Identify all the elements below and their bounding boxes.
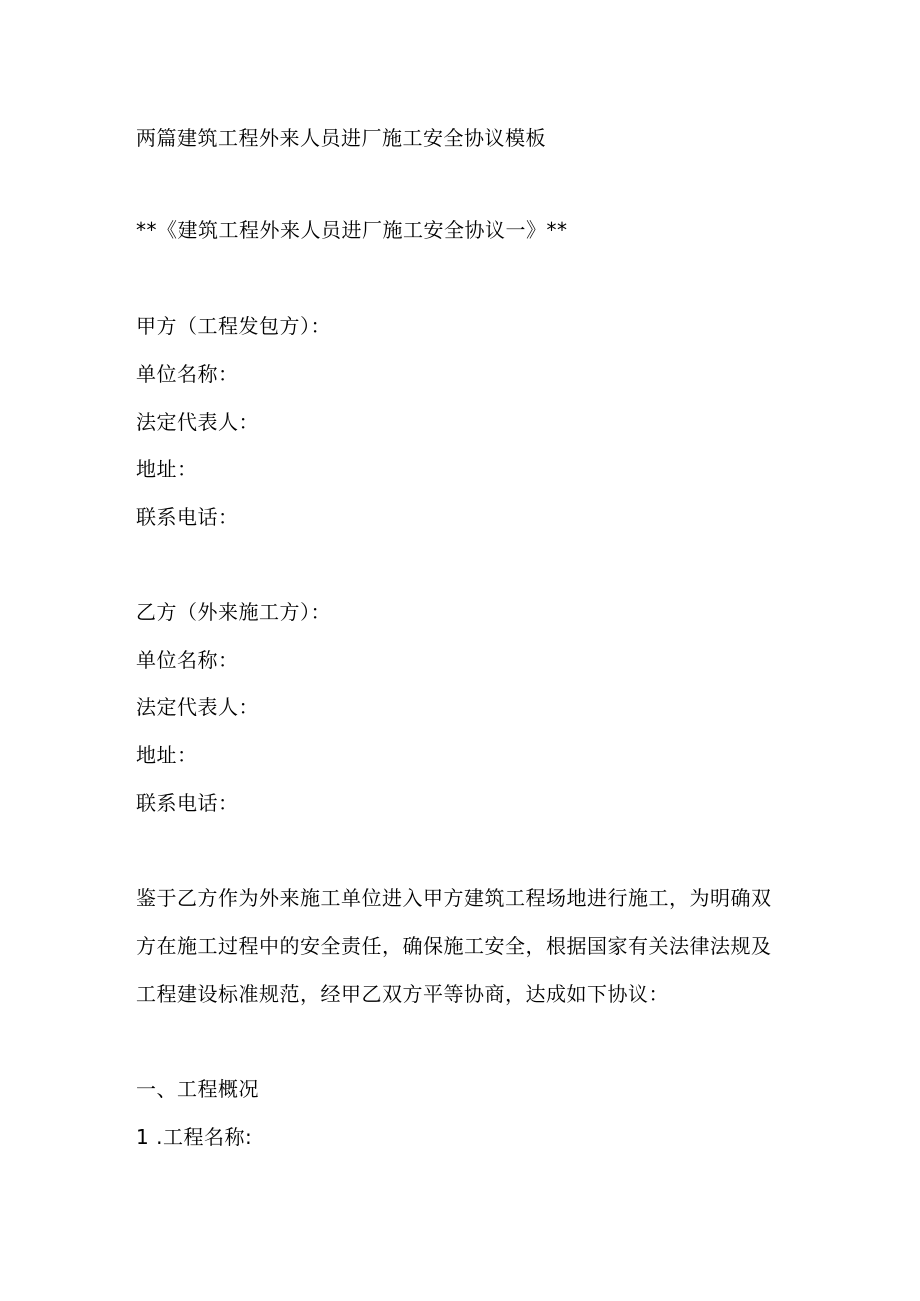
party-b-address: 地址： xyxy=(136,743,198,767)
party-b-legal-rep: 法定代表人： xyxy=(136,695,259,719)
party-a-unit-name: 单位名称： xyxy=(136,362,239,386)
preamble-line-1: 鉴于乙方作为外来施工单位进入甲方建筑工程场地进行施工，为明确双 xyxy=(136,886,772,910)
agreement-subtitle: **《建筑工程外来人员进厂施工安全协议一》** xyxy=(136,218,568,242)
party-a-phone: 联系电话： xyxy=(136,505,239,529)
party-b-heading: 乙方（外来施工方）： xyxy=(136,600,331,624)
party-a-legal-rep: 法定代表人： xyxy=(136,410,259,434)
section-1-item-1: 1 .工程名称: xyxy=(136,1125,253,1149)
party-a-heading: 甲方（工程发包方）： xyxy=(136,314,331,338)
preamble-line-2: 方在施工过程中的安全责任，确保施工安全，根据国家有关法律法规及 xyxy=(136,934,772,958)
section-1-heading: 一、工程概况 xyxy=(136,1077,259,1101)
party-a-address: 地址： xyxy=(136,457,198,481)
party-b-unit-name: 单位名称： xyxy=(136,648,239,672)
party-b-phone: 联系电话： xyxy=(136,791,239,815)
document-title: 两篇建筑工程外来人员进厂施工安全协议模板 xyxy=(136,126,546,150)
preamble-line-3: 工程建设标准规范，经甲乙双方平等协商，达成如下协议： xyxy=(136,982,669,1006)
